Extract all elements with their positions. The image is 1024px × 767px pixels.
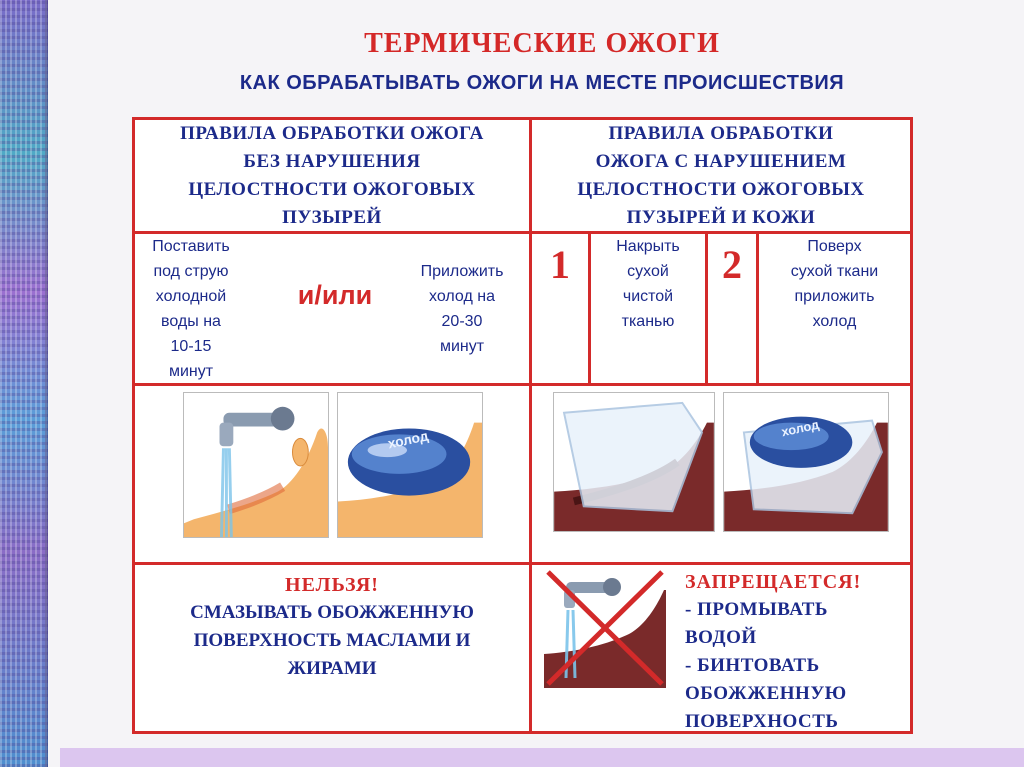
- instruction-line: сухой ткани: [790, 263, 879, 280]
- cold-instruction: [397, 236, 527, 381]
- burn-treatment-table: [132, 117, 913, 734]
- instruction-line: сухой: [627, 263, 669, 280]
- decorative-side-strip: [0, 0, 48, 767]
- left-header-line: ЦЕЛОСТНОСТИ ОЖОГОВЫХ: [188, 178, 476, 200]
- crossed-out-water-illustration: [544, 568, 666, 688]
- left-header-line: ПУЗЫРЕЙ: [282, 206, 382, 228]
- instruction-line: минут: [439, 337, 485, 355]
- decorative-bottom-bar: [60, 748, 1024, 767]
- step-number-1: 1: [550, 241, 570, 287]
- right-column-header: [532, 120, 910, 231]
- prohibited-actions-section: [685, 568, 910, 736]
- step-number-2: 2: [722, 241, 742, 287]
- cloth-and-cold-pack-icon: [724, 393, 888, 531]
- cloth-covered-foot-icon: [554, 393, 714, 531]
- right-header-line: ОЖОГА С НАРУШЕНИЕМ: [595, 150, 847, 172]
- cold-over-cloth-illustration: [723, 392, 889, 532]
- instruction-line: холод на: [429, 287, 495, 305]
- instruction-line: 10-15: [170, 337, 212, 355]
- page-subtitle: КАК ОБРАБАТЫВАТЬ ОЖОГИ НА МЕСТЕ ПРОИСШЕСТВИЯ: [239, 72, 845, 94]
- instruction-line: тканью: [621, 313, 675, 330]
- instruction-line: приложить: [794, 288, 875, 305]
- instruction-line: воды на: [161, 312, 221, 330]
- right-header-line: ЦЕЛОСТНОСТИ ОЖОГОВЫХ: [577, 178, 865, 200]
- page-title: ТЕРМИЧЕСКИЕ ОЖОГИ: [364, 28, 720, 59]
- prohibited-line: - БИНТОВАТЬ: [685, 655, 820, 676]
- instruction-line: минут: [168, 362, 214, 380]
- cold-pack-on-foot-illustration: [337, 392, 483, 538]
- instruction-line: чистой: [622, 288, 674, 305]
- right-header-line: ПУЗЫРЕЙ И КОЖИ: [626, 206, 816, 228]
- instruction-line: Накрыть: [616, 238, 680, 255]
- instruction-line: холодной: [155, 287, 227, 305]
- left-header-line: ПРАВИЛА ОБРАБОТКИ ОЖОГА: [180, 122, 484, 144]
- prohibited-line: - ПРОМЫВАТЬ: [685, 599, 828, 620]
- water-instruction: [135, 236, 247, 381]
- covered-burned-foot-illustration: [553, 392, 715, 532]
- instruction-line: 20-30: [441, 312, 483, 330]
- foot-under-water-illustration: [183, 392, 329, 538]
- water-tap-icon: [184, 393, 328, 537]
- right-header-line: ПРАВИЛА ОБРАБОТКИ: [608, 122, 834, 144]
- instruction-line: Поставить: [152, 237, 230, 255]
- prohibited-washing-icon: [544, 568, 666, 688]
- step-1-instruction: [591, 234, 705, 334]
- instruction-line: холод: [812, 313, 857, 330]
- instruction-line: под струю: [153, 262, 229, 280]
- left-column-header: [135, 120, 529, 231]
- cold-pack-icon: [338, 393, 482, 537]
- left-header-line: БЕЗ НАРУШЕНИЯ: [243, 150, 421, 172]
- instruction-line: Приложить: [420, 262, 504, 280]
- cold-pack-label: холод: [779, 416, 821, 440]
- forbidden-oils-section: [135, 565, 529, 731]
- forbidden-line: ПОВЕРХНОСТЬ МАСЛАМИ И: [193, 630, 471, 651]
- cold-pack-label: холод: [386, 428, 430, 452]
- forbidden-line: ЖИРАМИ: [287, 658, 377, 679]
- prohibited-line: ОБОЖЖЕННУЮ: [685, 683, 847, 704]
- forbidden-line: СМАЗЫВАТЬ ОБОЖЖЕННУЮ: [190, 602, 474, 623]
- and-or-connector: и/или: [297, 279, 373, 310]
- instruction-line: Поверх: [807, 238, 862, 255]
- prohibited-line: ВОДОЙ: [685, 627, 757, 648]
- forbidden-heading: НЕЛЬЗЯ!: [285, 574, 379, 596]
- step-2-instruction: [759, 234, 910, 334]
- prohibited-heading: ЗАПРЕЩАЕТСЯ!: [685, 571, 862, 593]
- prohibited-line: ПОВЕРХНОСТЬ: [685, 711, 839, 732]
- steps-divider: [135, 383, 910, 386]
